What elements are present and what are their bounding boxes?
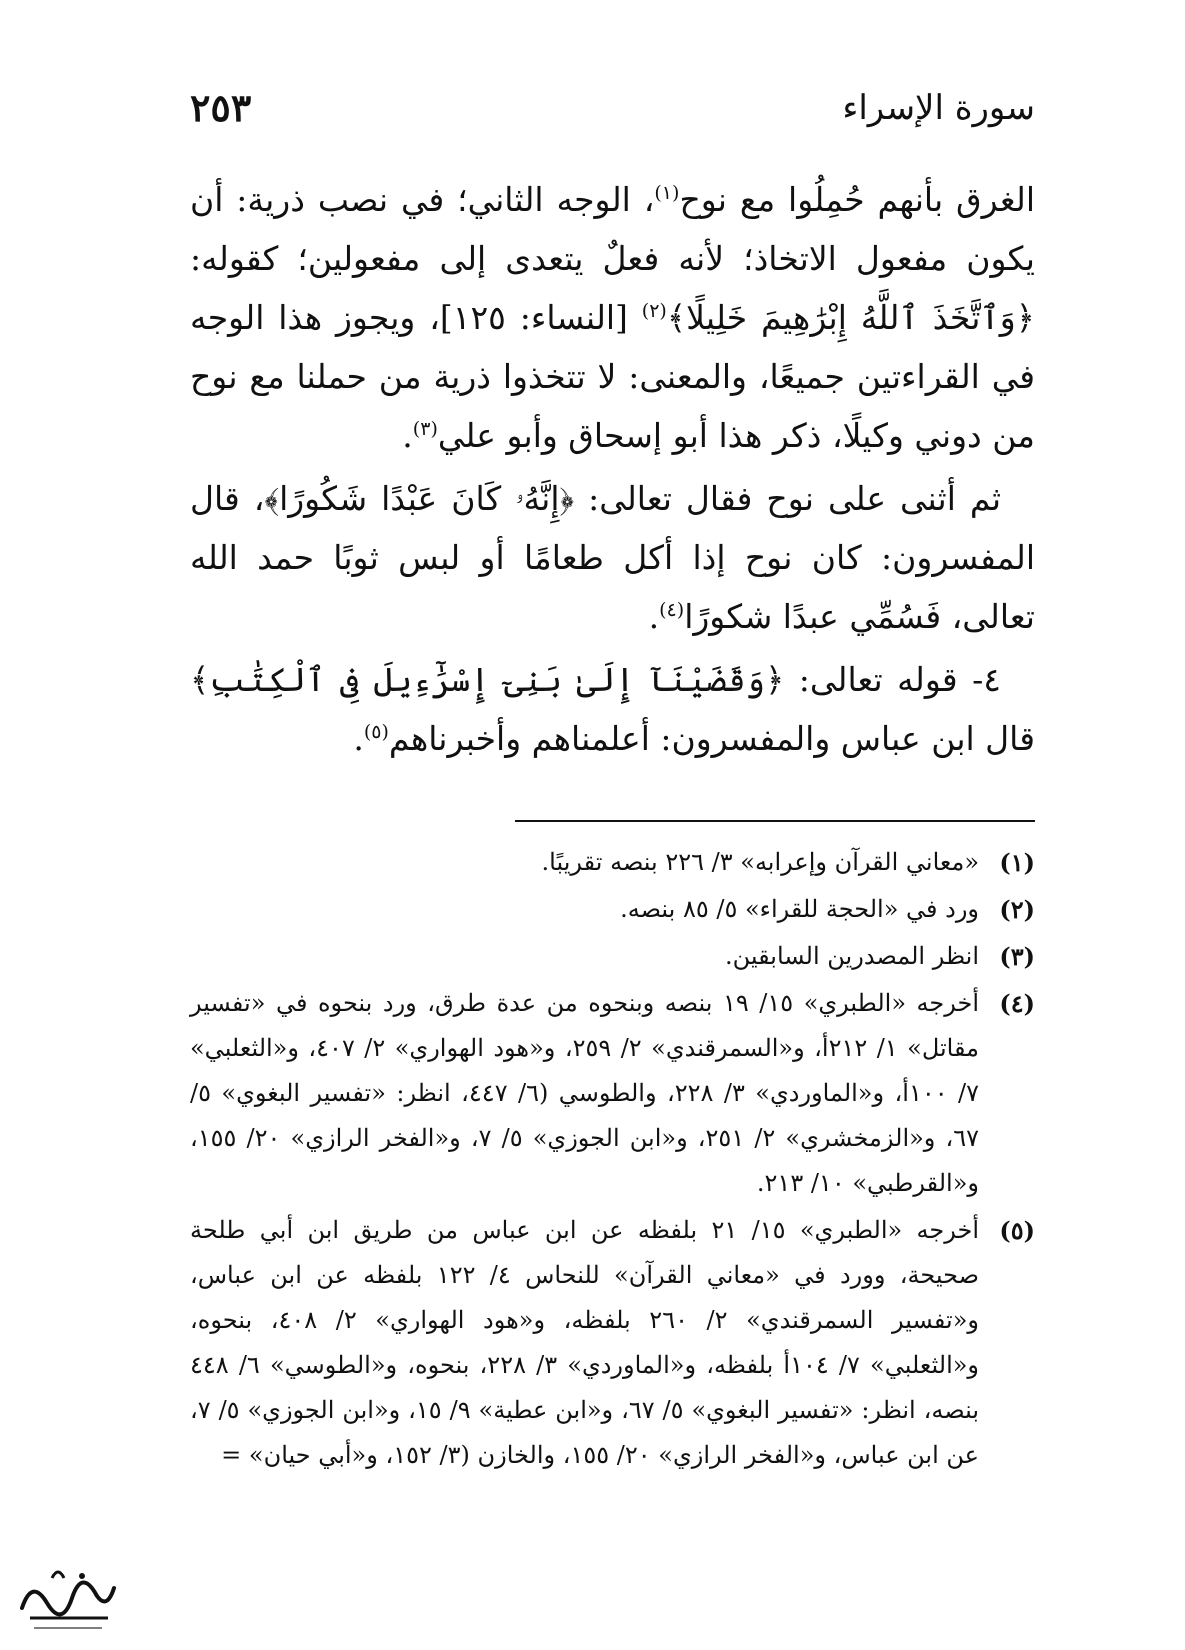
footnote-ref-3[interactable]: (٣): [412, 418, 438, 440]
publisher-logo-icon: [12, 1548, 122, 1640]
page-number: ٢٥٣: [190, 85, 252, 130]
footnote-4: [190, 981, 1035, 1206]
footnote-text: أخرجه «الطبري» ١٥/ ٢١ بلفظه عن ابن عباس من طريق ابن أبي طلحة صحيحة، وورد في «معاني القرآن» للنحاس ٤/ ١٢٢ بلفظه عن ابن عباس، و«تفسير السمرقندي» ٢/ ٢٦٠ بلفظه، و«هود الهواري» ٢/ ٤٠٨، بنحوه، و«الثعلبي» ٧/ ١٠٤أ بلفظه، و«الماوردي» ٣/ ٢٢٨، بنحوه، و«الطوسي» ٦/ ٤٤٨ بنصه، انظر: «تفسير البغوي» ٥/ ٦٧، و«ابن عطية» ٩/ ١٥، و«ابن الجوزي» ٥/ ٧، عن ابن عباس، و«الفخر الرازي» ٢٠/ ١٥٥، والخازن (٣/ ١٥٢، و«أبي حيان» =: [190, 1216, 980, 1469]
text-run: ، الوجه الثاني؛ في نصب ذرية: أن يكون مفعول الاتخاذ؛ لأنه فعلٌ يتعدى إلى مفعولين؛ كقوله:: [190, 180, 1035, 278]
text-run: .: [353, 719, 364, 758]
footnote-text: أخرجه «الطبري» ١٥/ ١٩ بنصه وبنحوه من عدة طرق، ورد بنحوه في «تفسير مقاتل» ١/ ٢١٢أ، و«السمرقندي» ٢/ ٢٥٩، و«هود الهواري» ٢/ ٤٠٧، و«الثعلبي» ٧/ ١٠٠أ، و«الماوردي» ٣/ ٢٢٨، والطوسي (٦/ ٤٤٧، انظر: «تفسير البغوي» ٥/ ٦٧، و«الزمخشري» ٢/ ٢٥١، و«ابن الجوزي» ٥/ ٧، و«الفخر الرازي» ٢٠/ ١٥٥، و«القرطبي» ١٠/ ٢١٣.: [190, 989, 980, 1197]
footnote-text: «معاني القرآن وإعرابه» ٣/ ٢٢٦ بنصه تقريبًا.: [541, 848, 979, 876]
main-text: [190, 170, 1035, 772]
quran-verse: ﴿وَقَضَيْنَآ إِلَىٰ بَنِىٓ إِسْرَٰٓءِيلَ فِى ٱلْكِتَٰبِ﴾: [190, 660, 785, 699]
text-run: ثم أثنى على نوح فقال تعالى:: [574, 479, 1001, 518]
footnote-ref-1[interactable]: (١): [654, 182, 680, 204]
footnote-number: (٣): [999, 942, 1035, 971]
text-run: ، قال المفسرون: كان نوح إذا أكل طعامًا أو لبس ثوبًا حمد الله تعالى، فَسُمِّي عبدًا شكورًا: [190, 479, 1035, 636]
quran-verse: ﴿وَٱتَّخَذَ ٱللَّهُ إِبْرَٰهِيمَ خَلِيلًا﴾: [666, 298, 1035, 337]
footnote-number: (١): [999, 848, 1035, 877]
footnote-ref-4[interactable]: (٤): [659, 599, 685, 621]
footnote-divider: [515, 820, 1035, 822]
footnote-3: [190, 934, 1035, 979]
text-run: .: [402, 416, 413, 455]
paragraph-1: [190, 170, 1035, 465]
text-run: الغرق بأنهم حُمِلُوا مع نوح: [679, 180, 1035, 219]
footnote-number: (٢): [999, 895, 1035, 924]
footnote-text: انظر المصدرين السابقين.: [724, 942, 979, 970]
paragraph-3: [190, 650, 1035, 768]
footnote-1: [190, 840, 1035, 885]
page-header: [190, 78, 1035, 138]
footnote-number: (٥): [999, 1216, 1035, 1245]
footnote-ref-2[interactable]: (٢): [641, 300, 667, 322]
text-run: قال ابن عباس والمفسرون: أعلمناهم وأخبرناهم: [388, 719, 1035, 758]
footnote-number: (٤): [999, 989, 1035, 1018]
footnote-5: [190, 1208, 1035, 1478]
quran-verse: ﴿إِنَّهُۥ كَانَ عَبْدًا شَكُورًا﴾: [264, 479, 575, 518]
footnote-ref-5[interactable]: (٥): [363, 721, 389, 743]
surah-title: سورة الإسراء: [842, 88, 1035, 128]
text-run: ٤- قوله تعالى:: [784, 660, 1001, 699]
footnote-text: ورد في «الحجة للقراء» ٥/ ٨٥ بنصه.: [620, 895, 979, 923]
footnote-2: [190, 887, 1035, 932]
text-run: .: [648, 597, 660, 636]
footnotes: [190, 840, 1035, 1480]
text-run: [النساء: ١٢٥]، ويجوز هذا الوجه في القراءتين جميعًا، والمعنى: لا تتخذوا ذرية من حملنا مع نوح من دوني وكيلًا، ذكر هذا أبو إسحاق وأبو علي: [190, 298, 1035, 455]
paragraph-2: [190, 469, 1035, 646]
